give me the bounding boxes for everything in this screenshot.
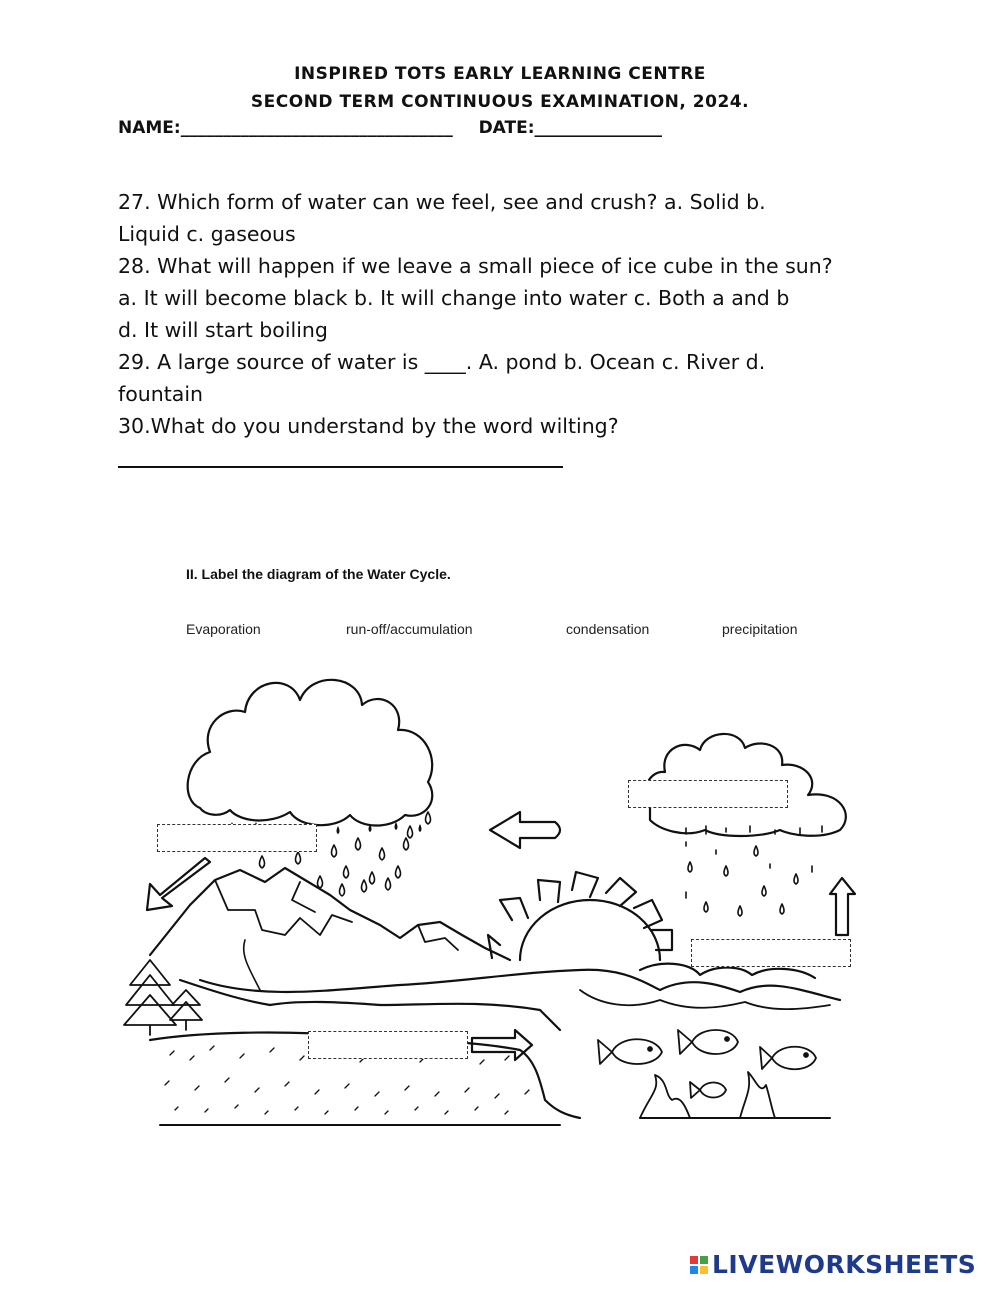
logo-text: LIVEWORKSHEETS [712,1250,977,1279]
liveworksheets-logo [690,1250,976,1279]
question-28-line-1: 28. What will happen if we leave a small piece of ice cube in the sun? [118,254,833,278]
question-27-line-1: 27. Which form of water can we feel, see and crush? a. Solid b. [118,190,766,214]
question-28-line-3: d. It will start boiling [118,318,328,342]
option-evaporation: Evaporation [186,621,261,637]
date-field[interactable]: DATE:_______________ [478,118,663,138]
mountains [150,868,510,960]
school-name: INSPIRED TOTS EARLY LEARNING CENTRE [294,64,706,84]
logo-mark-icon [690,1256,708,1274]
right-rain-drops [686,826,822,916]
question-28-line-2: a. It will become black b. It will change into water c. Both a and b [118,286,790,310]
trees [124,960,202,1035]
wind-arrow-left [490,812,560,848]
question-27-line-2: Liquid c. gaseous [118,222,296,246]
name-field[interactable]: NAME:________________________________ [118,118,453,138]
sun [488,872,672,960]
left-cloud [188,680,433,826]
option-runoff: run-off/accumulation [346,621,473,637]
left-arrow-down [147,858,210,910]
blank-box-left[interactable] [157,824,317,852]
seaweed [640,1072,775,1118]
question-29-line-1: 29. A large source of water is ____. A. pond b. Ocean c. River d. [118,350,766,374]
blank-box-top-right[interactable] [628,780,788,808]
fish-group [598,1030,816,1098]
blank-box-bottom[interactable] [308,1031,468,1059]
exam-title: SECOND TERM CONTINUOUS EXAMINATION, 2024. [250,92,750,112]
blank-box-right[interactable] [691,939,851,967]
question-29-line-2: fountain [118,382,204,406]
option-condensation: condensation [566,621,650,637]
right-arrow-up [830,878,855,935]
sea-waves [200,970,840,1000]
diagram-title: II. Label the diagram of the Water Cycle. [186,566,451,582]
option-precipitation: precipitation [722,621,798,637]
question-30-line-1: 30.What do you understand by the word wilting? [118,414,619,438]
